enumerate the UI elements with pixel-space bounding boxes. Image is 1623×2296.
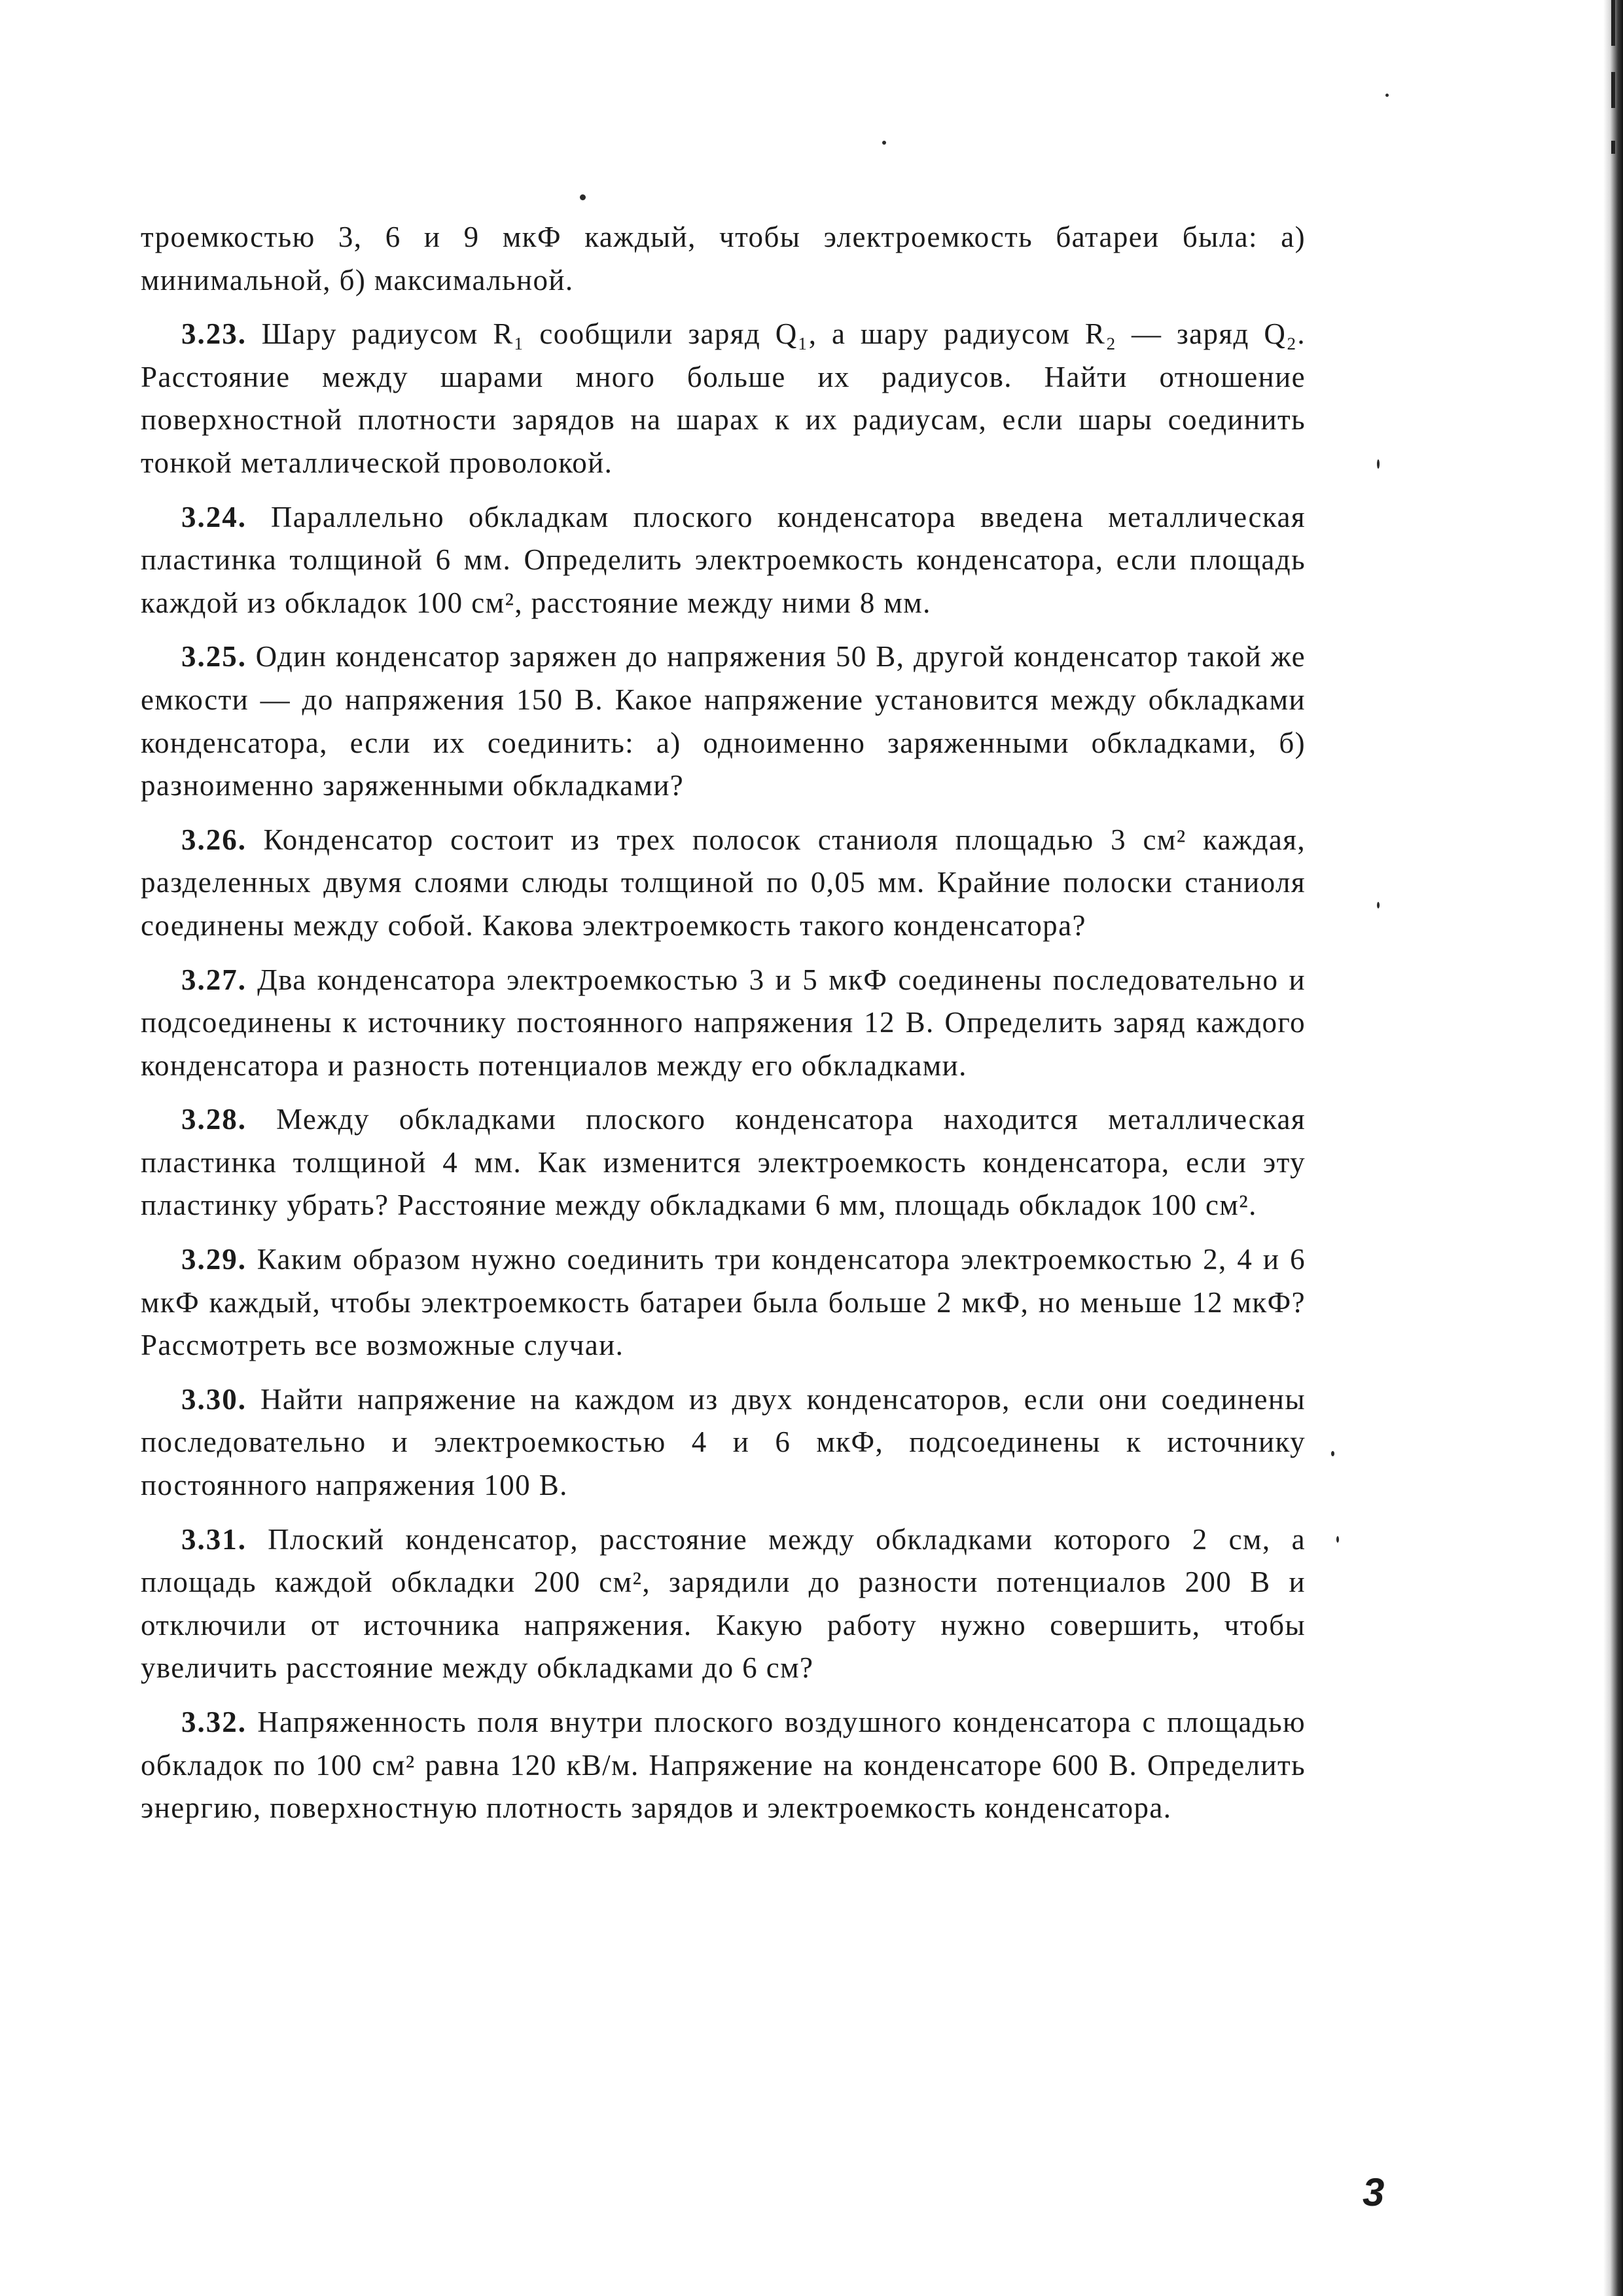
problem-text: Конденсатор состоит из трех полосок станиоля площадью 3 см² каждая, разделенных двумя слоями слюды толщиной по 0,05 мм. Крайние полоски станиоля соединены между собой. Какова электроемкость такого конденсатора? <box>141 823 1306 942</box>
problem-number: 3.31. <box>181 1522 247 1556</box>
page-number: 3 <box>1363 2170 1385 2214</box>
problem-text: Каким образом нужно соединить три конденсатора электроемкостью 2, 4 и 6 мкФ каждый, чтобы электроемкость батареи была больше 2 мкФ, но меньше 12 мкФ? Рассмотреть все возможные случаи. <box>141 1243 1306 1362</box>
document-body <box>141 216 1306 1841</box>
problem-3-29 <box>141 1238 1306 1367</box>
problem-text: Два конденсатора электроемкостью 3 и 5 мкФ соединены последовательно и подсоединены к источнику постоянного напряжения 12 В. Определить заряд каждого конденсатора и разность потенциалов между его обкладками. <box>141 963 1306 1082</box>
problem-text: Между обкладками плоского конденсатора находится металлическая пластинка толщиной 4 мм. Как изменится электроемкость конденсатора, если эту пластинку убрать? Расстояние между обкладками 6 мм, площадь обкладок 100 см². <box>141 1103 1306 1222</box>
problem-3-23 <box>141 313 1306 484</box>
problem-number: 3.24. <box>181 500 247 533</box>
scanned-page-edge <box>1603 0 1623 2296</box>
problem-text: Напряженность поля внутри плоского воздушного конденсатора с площадью обкладок по 100 см² равна 120 кВ/м. Напряжение на конденсаторе 600 В. Определить энергию, поверхностную плотность зарядов и электроемкость конденсатора. <box>141 1706 1306 1825</box>
problem-number: 3.25. <box>181 640 247 673</box>
problem-3-31 <box>141 1518 1306 1690</box>
scan-speck <box>580 194 586 200</box>
problem-number: 3.32. <box>181 1706 247 1738</box>
problem-text: Плоский конденсатор, расстояние между обкладками которого 2 см, а площадь каждой обкладки 200 см², зарядили до разности потенциалов 200 В и отключили от источника напряжения. Какую работу нужно совершить, чтобы увеличить расстояние между обкладками до 6 см? <box>141 1522 1306 1685</box>
problem-3-26 <box>141 819 1306 948</box>
problem-text: Один конденсатор заряжен до напряжения 50 В, другой конденсатор такой же емкости — до напряжения 150 В. Какое напряжение установится между обкладками конденсатора, если их соединить: а) одноименно заряженными обкладками, б) разноименно заряженными обкладками? <box>141 640 1306 802</box>
continued-paragraph: троемкостью 3, 6 и 9 мкФ каждый, чтобы электроемкость батареи была: а) минимальной, б) максимальной. <box>141 221 1306 296</box>
scan-speck <box>1377 459 1380 469</box>
scan-speck <box>882 141 886 145</box>
problem-3-27 <box>141 959 1306 1088</box>
scan-speck <box>1377 902 1380 908</box>
problem-number: 3.23. <box>181 317 247 351</box>
problem-3-30 <box>141 1378 1306 1507</box>
problem-text: Параллельно обкладкам плоского конденсатора введена металлическая пластинка толщиной 6 мм. Определить электроемкость конденсатора, если площадь каждой из обкладок 100 см², расстояние между ними 8 мм. <box>141 500 1306 619</box>
problem-number: 3.26. <box>181 823 247 856</box>
problem-3-24 <box>141 496 1306 625</box>
problem-number: 3.29. <box>181 1243 247 1276</box>
problem-3-25 <box>141 636 1306 807</box>
problem-number: 3.30. <box>181 1382 247 1416</box>
scan-speck <box>1336 1536 1339 1543</box>
problem-number: 3.27. <box>181 963 247 996</box>
problem-text: Найти напряжение на каждом из двух конденсаторов, если они соединены последовательно и электроемкостью 4 и 6 мкФ, подсоединены к источнику постоянного напряжения 100 В. <box>141 1382 1306 1502</box>
problem-number: 3.28. <box>181 1103 247 1136</box>
scan-speck <box>1331 1451 1334 1456</box>
problem-3-28 <box>141 1098 1306 1227</box>
problem-text: Шару радиусом R₁ сообщили заряд Q₁, а шару радиусом R₂ — заряд Q₂. Расстояние между шарами много больше их радиусов. Найти отношение поверхностной плотности зарядов на шарах к их радиусам, если шары соединить тонкой металлической проволокой. <box>141 317 1306 479</box>
scan-speck <box>1385 94 1389 97</box>
problem-3-32 <box>141 1701 1306 1830</box>
